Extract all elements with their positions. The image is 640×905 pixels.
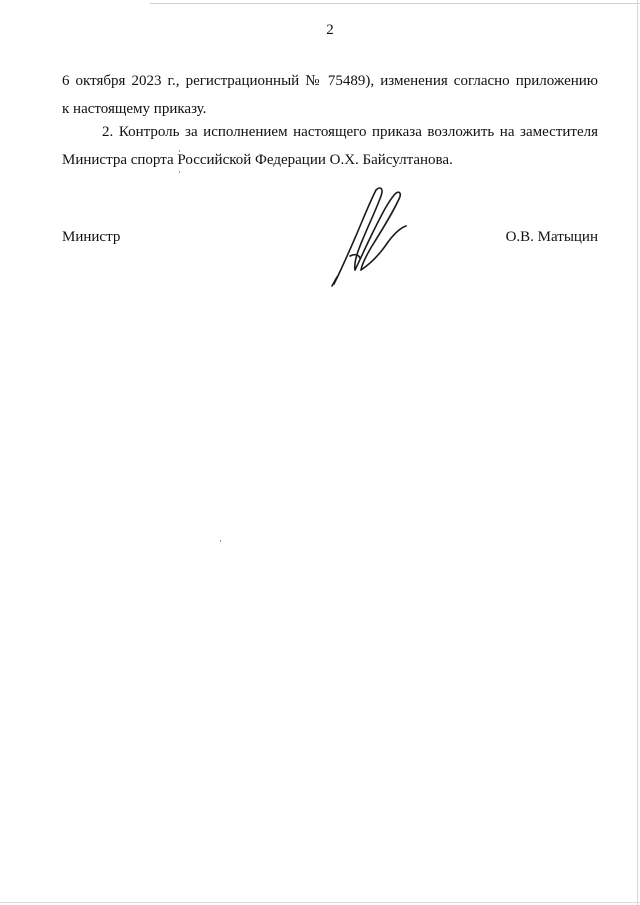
page-number: 2 (326, 22, 334, 38)
paragraph-2-line-2: Министра спорта Российской Федерации О.Х. Байсултанова. (62, 152, 453, 168)
paragraph-2 (62, 118, 598, 174)
paragraph-2-line-1: 2. Контроль за исполнением настоящего приказа возложить на заместителя (102, 124, 598, 140)
paragraph-1 (62, 67, 598, 123)
paragraph-1-line-2: к настоящему приказу. (62, 101, 207, 117)
paragraph-1-line-1: 6 октября 2023 г., регистрационный № 75489), изменения согласно приложению (62, 73, 598, 89)
signer-position: Министр (62, 229, 121, 245)
scan-speck (179, 150, 180, 152)
scan-speck (220, 540, 221, 542)
scan-edge-bottom (0, 902, 640, 903)
scan-edge-right (637, 0, 638, 905)
scan-speck (179, 171, 180, 173)
handwritten-signature (328, 184, 413, 289)
signer-name: О.В. Матыцин (505, 229, 598, 245)
scan-edge-top (150, 3, 640, 4)
